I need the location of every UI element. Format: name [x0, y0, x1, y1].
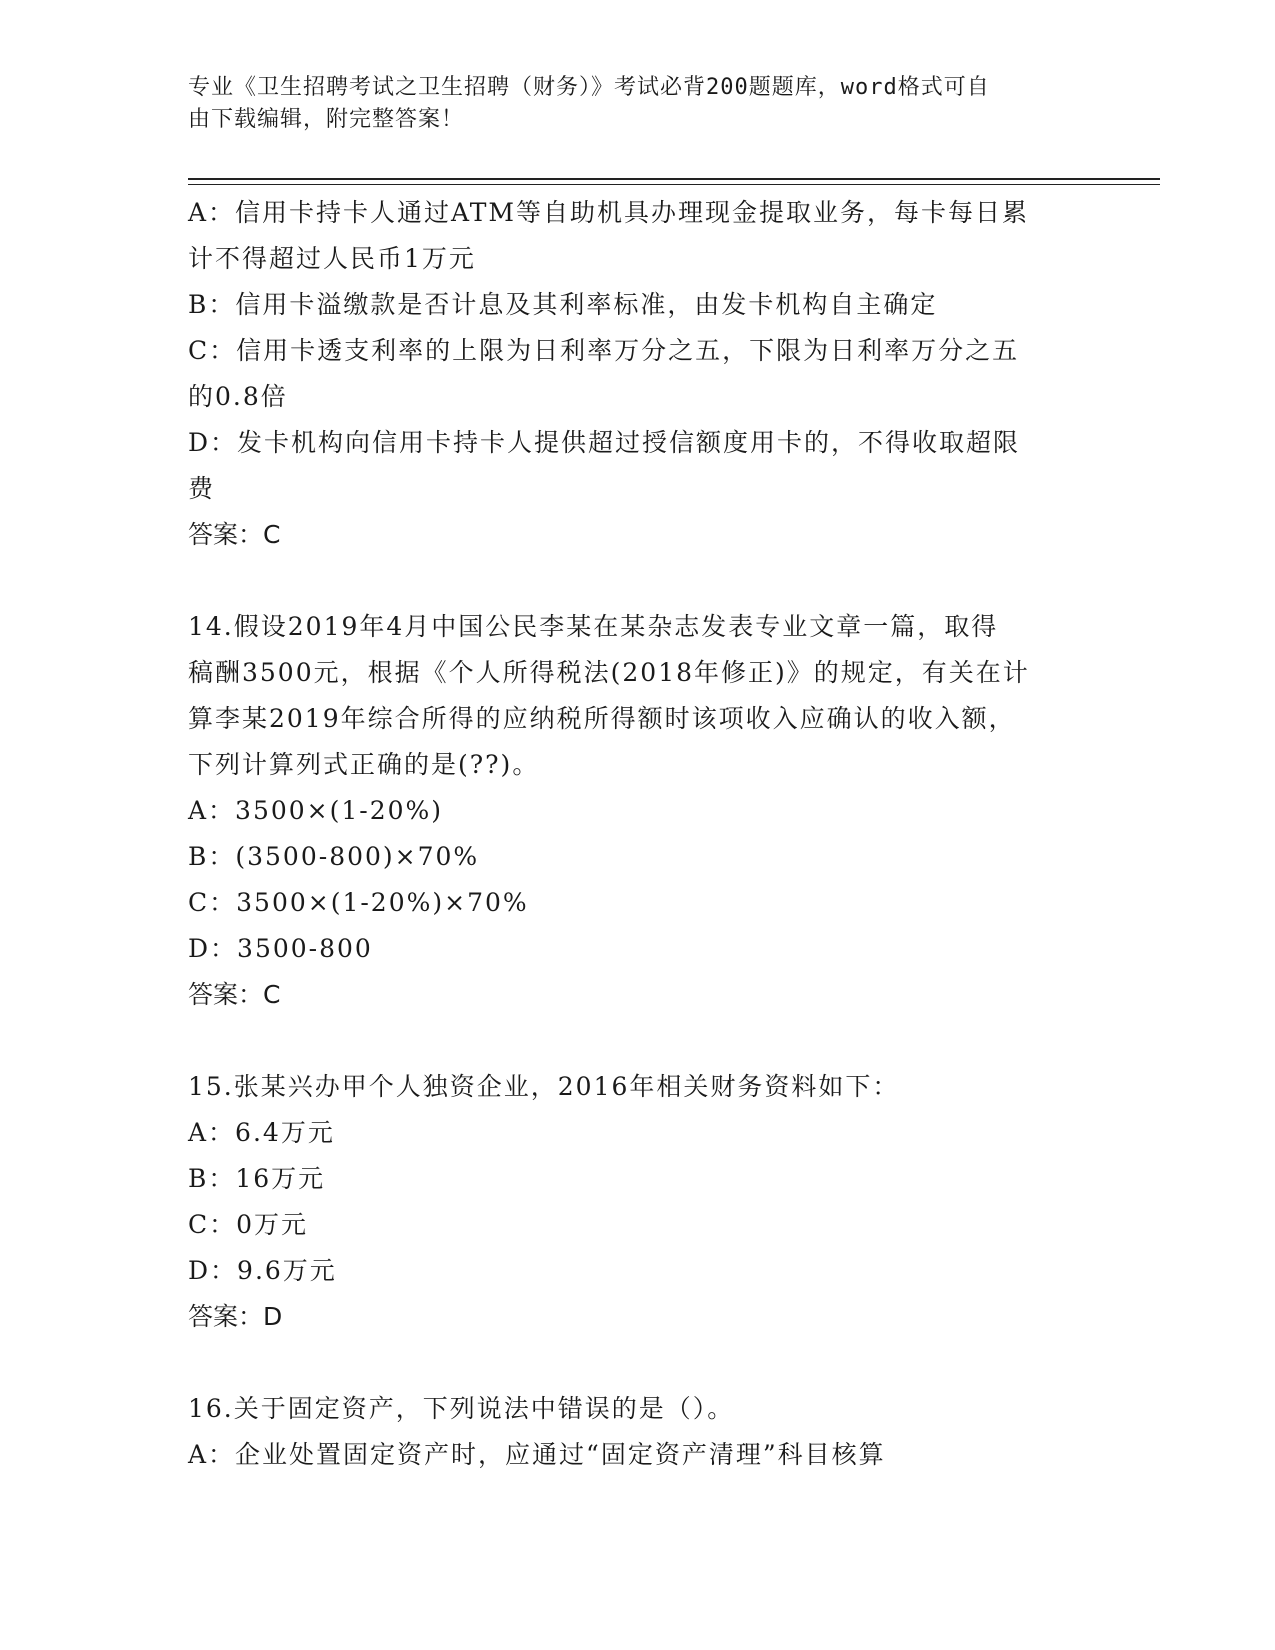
option-c: C：信用卡透支利率的上限为日利率万分之五，下限为日利率万分之五: [188, 336, 1020, 365]
question-stem: 算李某2019年综合所得的应纳税所得额时该项收入应确认的收入额，: [188, 704, 1016, 733]
option-b: B：信用卡溢缴款是否计息及其利率标准，由发卡机构自主确定: [188, 290, 938, 319]
header-line: 由下载编辑，附完整答案！: [188, 107, 465, 132]
answer: 答案：D: [188, 1302, 283, 1331]
answer: 答案：C: [188, 520, 281, 549]
question-14: [188, 604, 1088, 1018]
option-d-cont: 费: [188, 474, 216, 503]
option-a: A：信用卡持卡人通过ATM等自助机具办理现金提取业务，每卡每日累: [188, 198, 1030, 227]
question-stem: 稿酬3500元，根据《个人所得税法(2018年修正)》的规定，有关在计: [188, 658, 1030, 687]
question-stem: 14.假设2019年4月中国公民李某在某杂志发表专业文章一篇，取得: [188, 612, 999, 641]
option-b: B：(3500-800)×70%: [188, 842, 480, 871]
option-c: C：0万元: [188, 1210, 309, 1239]
option-d: D：9.6万元: [188, 1256, 337, 1285]
header-line: 专业《卫生招聘考试之卫生招聘（财务）》考试必背200题题库，word格式可自: [188, 75, 990, 100]
question-13: [188, 190, 1088, 558]
header-divider: [188, 178, 1160, 180]
option-a: A：3500×(1-20%): [188, 796, 444, 825]
option-a-cont: 计不得超过人民币1万元: [188, 244, 476, 273]
option-a: A：6.4万元: [188, 1118, 335, 1147]
question-stem: 下列计算列式正确的是(??)。: [188, 750, 540, 779]
option-c: C：3500×(1-20%)×70%: [188, 888, 529, 917]
option-b: B：16万元: [188, 1164, 326, 1193]
question-15: [188, 1064, 1088, 1340]
option-c-cont: 的0.8倍: [188, 382, 288, 411]
question-16: [188, 1386, 1088, 1478]
document-body: [188, 190, 1088, 1478]
header-divider-thin: [188, 184, 1160, 185]
option-d: D：3500-800: [188, 934, 373, 963]
document-header: [188, 72, 1088, 136]
question-stem: 15.张某兴办甲个人独资企业，2016年相关财务资料如下：: [188, 1072, 900, 1101]
option-d: D：发卡机构向信用卡持卡人提供超过授信额度用卡的，不得收取超限: [188, 428, 1021, 457]
question-stem: 16.关于固定资产，下列说法中错误的是（）。: [188, 1394, 735, 1423]
answer: 答案：C: [188, 980, 281, 1009]
option-a: A：企业处置固定资产时，应通过“固定资产清理”科目核算: [188, 1440, 886, 1469]
